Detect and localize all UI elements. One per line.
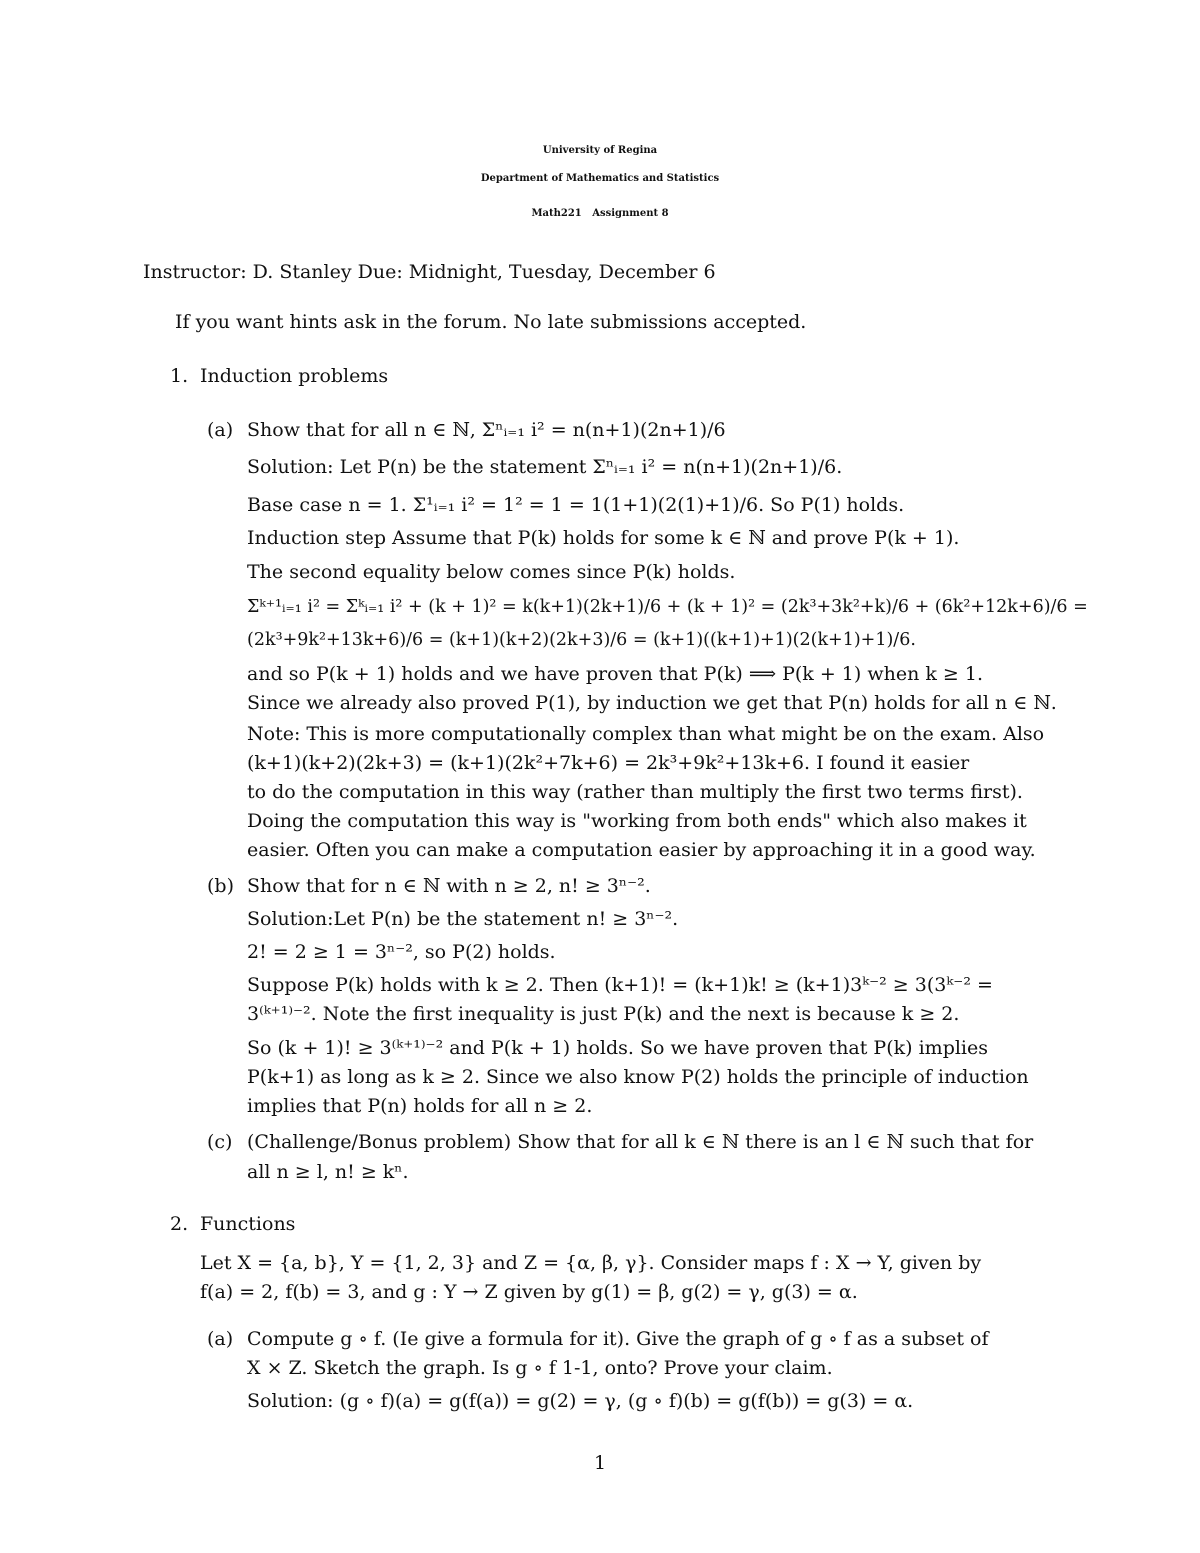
q1a-line: Solution: Let P(n) be the statement Σⁿᵢ₌₁ i² = n(n+1)(2n+1)/6.: [247, 456, 843, 478]
q1a-note: to do the computation in this way (rather than multiply the first two terms first).: [247, 781, 1023, 803]
q1a-line: The second equality below comes since P(k) holds.: [247, 561, 736, 583]
q1a-line: and so P(k + 1) holds and we have proven that P(k) ⟹ P(k + 1) when k ≥ 1.: [247, 663, 984, 685]
q1c-label: (c): [207, 1131, 233, 1153]
q2-number: 2.: [170, 1213, 189, 1235]
page-number: 1: [593, 1452, 607, 1474]
course-title: Math221 Assignment 8: [531, 208, 669, 219]
q2a-line: Compute g ∘ f. (Ie give a formula for it). Give the graph of g ∘ f as a subset of: [247, 1328, 989, 1350]
q1a-note: Doing the computation this way is "working from both ends" which also makes it: [247, 810, 1027, 832]
q1b-line: 3⁽ᵏ⁺¹⁾⁻². Note the first inequality is just P(k) and the next is because k ≥ 2.: [247, 1003, 960, 1025]
department-title: Department of Mathematics and Statistics: [480, 173, 720, 184]
q1-title: Induction problems: [200, 365, 389, 387]
q1a-line: Since we already also proved P(1), by induction we get that P(n) holds for all n ∈ ℕ.: [247, 692, 1057, 714]
q1b-line: Show that for n ∈ ℕ with n ≥ 2, n! ≥ 3ⁿ⁻².: [247, 875, 651, 897]
q1b-line: Solution:Let P(n) be the statement n! ≥ 3ⁿ⁻².: [247, 908, 679, 930]
intro-paragraph: If you want hints ask in the forum. No late submissions accepted.: [175, 311, 807, 333]
q1a-line: Base case n = 1. Σ¹ᵢ₌₁ i² = 1² = 1 = 1(1+1)(2(1)+1)/6. So P(1) holds.: [247, 494, 905, 516]
q1a-note: easier. Often you can make a computation easier by approaching it in a good way.: [247, 839, 1036, 861]
q1a-note: Note: This is more computationally complex than what might be on the exam. Also: [247, 723, 1045, 745]
q1a-line: Show that for all n ∈ ℕ, Σⁿᵢ₌₁ i² = n(n+1)(2n+1)/6: [247, 419, 726, 441]
q2a-line: Solution: (g ∘ f)(a) = g(f(a)) = g(2) = γ, (g ∘ f)(b) = g(f(b)) = g(3) = α.: [247, 1390, 914, 1412]
q2-title: Functions: [200, 1213, 296, 1235]
q1b-line: 2! = 2 ≥ 1 = 3ⁿ⁻², so P(2) holds.: [247, 941, 556, 963]
q1c-line: all n ≥ l, n! ≥ kⁿ.: [247, 1161, 409, 1183]
q1a-note: (k+1)(k+2)(2k+3) = (k+1)(2k²+7k+6) = 2k³+9k²+13k+6. I found it easier: [247, 752, 970, 774]
q2a-label: (a): [207, 1328, 234, 1350]
q1c-line: (Challenge/Bonus problem) Show that for all k ∈ ℕ there is an l ∈ ℕ such that for: [247, 1131, 1034, 1153]
q1-number: 1.: [170, 365, 189, 387]
q1a-equation: Σᵏ⁺¹ᵢ₌₁ i² = Σᵏᵢ₌₁ i² + (k + 1)² = k(k+1)(2k+1)/6 + (k + 1)² = (2k³+3k²+k)/6 + (6k²+12k+6)/6 =: [247, 597, 1088, 617]
q1a-label: (a): [207, 419, 234, 441]
q2-line: f(a) = 2, f(b) = 3, and g : Y → Z given by g(1) = β, g(2) = γ, g(3) = α.: [200, 1281, 858, 1303]
q1b-line: P(k+1) as long as k ≥ 2. Since we also know P(2) holds the principle of induction: [247, 1066, 1029, 1088]
q1a-equation: (2k³+9k²+13k+6)/6 = (k+1)(k+2)(2k+3)/6 = (k+1)((k+1)+1)(2(k+1)+1)/6.: [247, 630, 916, 650]
instructor-line: Instructor: D. Stanley Due: Midnight, Tuesday, December 6: [143, 261, 716, 283]
q1b-label: (b): [207, 875, 234, 897]
q1b-line: Suppose P(k) holds with k ≥ 2. Then (k+1)! = (k+1)k! ≥ (k+1)3ᵏ⁻² ≥ 3(3ᵏ⁻² =: [247, 974, 993, 996]
q1a-line: Induction step Assume that P(k) holds for some k ∈ ℕ and prove P(k + 1).: [247, 527, 960, 549]
q1b-line: implies that P(n) holds for all n ≥ 2.: [247, 1095, 593, 1117]
q2a-line: X × Z. Sketch the graph. Is g ∘ f 1-1, onto? Prove your claim.: [247, 1357, 833, 1379]
q1b-line: So (k + 1)! ≥ 3⁽ᵏ⁺¹⁾⁻² and P(k + 1) holds. So we have proven that P(k) implies: [247, 1037, 988, 1059]
university-title: University of Regina: [542, 145, 658, 156]
q2-line: Let X = {a, b}, Y = {1, 2, 3} and Z = {α, β, γ}. Consider maps f : X → Y, given by: [200, 1252, 982, 1274]
